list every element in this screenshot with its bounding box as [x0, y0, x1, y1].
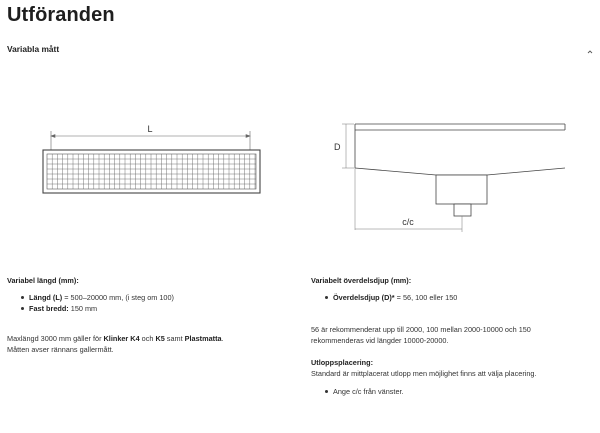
outlet-bullet-list — [311, 386, 596, 397]
list-item: Överdelsdjup (D)* = 56, 100 eller 150 — [311, 292, 596, 303]
length-info-section — [7, 275, 287, 355]
outlet-heading: Utloppsplacering: — [311, 358, 374, 367]
list-item: Fast bredd: 150 mm — [7, 303, 287, 314]
length-dimension-label: L — [147, 124, 153, 134]
list-item: Ange c/c från vänster. — [311, 386, 596, 397]
accordion-title[interactable]: Variabla mått — [7, 44, 60, 54]
length-heading: Variabel längd (mm): — [7, 276, 79, 285]
accordion-header[interactable] — [0, 44, 600, 62]
length-bullet-list — [7, 292, 287, 314]
depth-bullet-list — [311, 292, 596, 303]
list-item: Längd (L) = 500–20000 mm, (i steg om 100) — [7, 292, 287, 303]
depth-dimension-label: D — [334, 142, 341, 152]
chevron-up-icon[interactable] — [586, 48, 594, 56]
cc-dimension-label: c/c — [402, 217, 414, 227]
max-length-note: Maxlängd 3000 mm gäller för Klinker K4 och K5 samt Plastmatta. — [7, 334, 224, 343]
depth-info-section — [311, 275, 596, 397]
outlet-text: Standard är mittplacerat utlopp men möjlighet finns att välja placering. — [311, 369, 537, 378]
depth-recommendation: 56 är rekommenderat upp till 2000, 100 mellan 2000-10000 och 150 rekommenderas vid längder 10000-20000. — [311, 325, 531, 345]
page-title: Utföranden — [7, 4, 115, 26]
drain-top-view-diagram — [0, 110, 290, 210]
depth-heading: Variabelt överdelsdjup (mm): — [311, 276, 412, 285]
drain-section-diagram — [300, 110, 600, 250]
grating-note: Måtten avser rännans gallermått. — [7, 345, 114, 354]
